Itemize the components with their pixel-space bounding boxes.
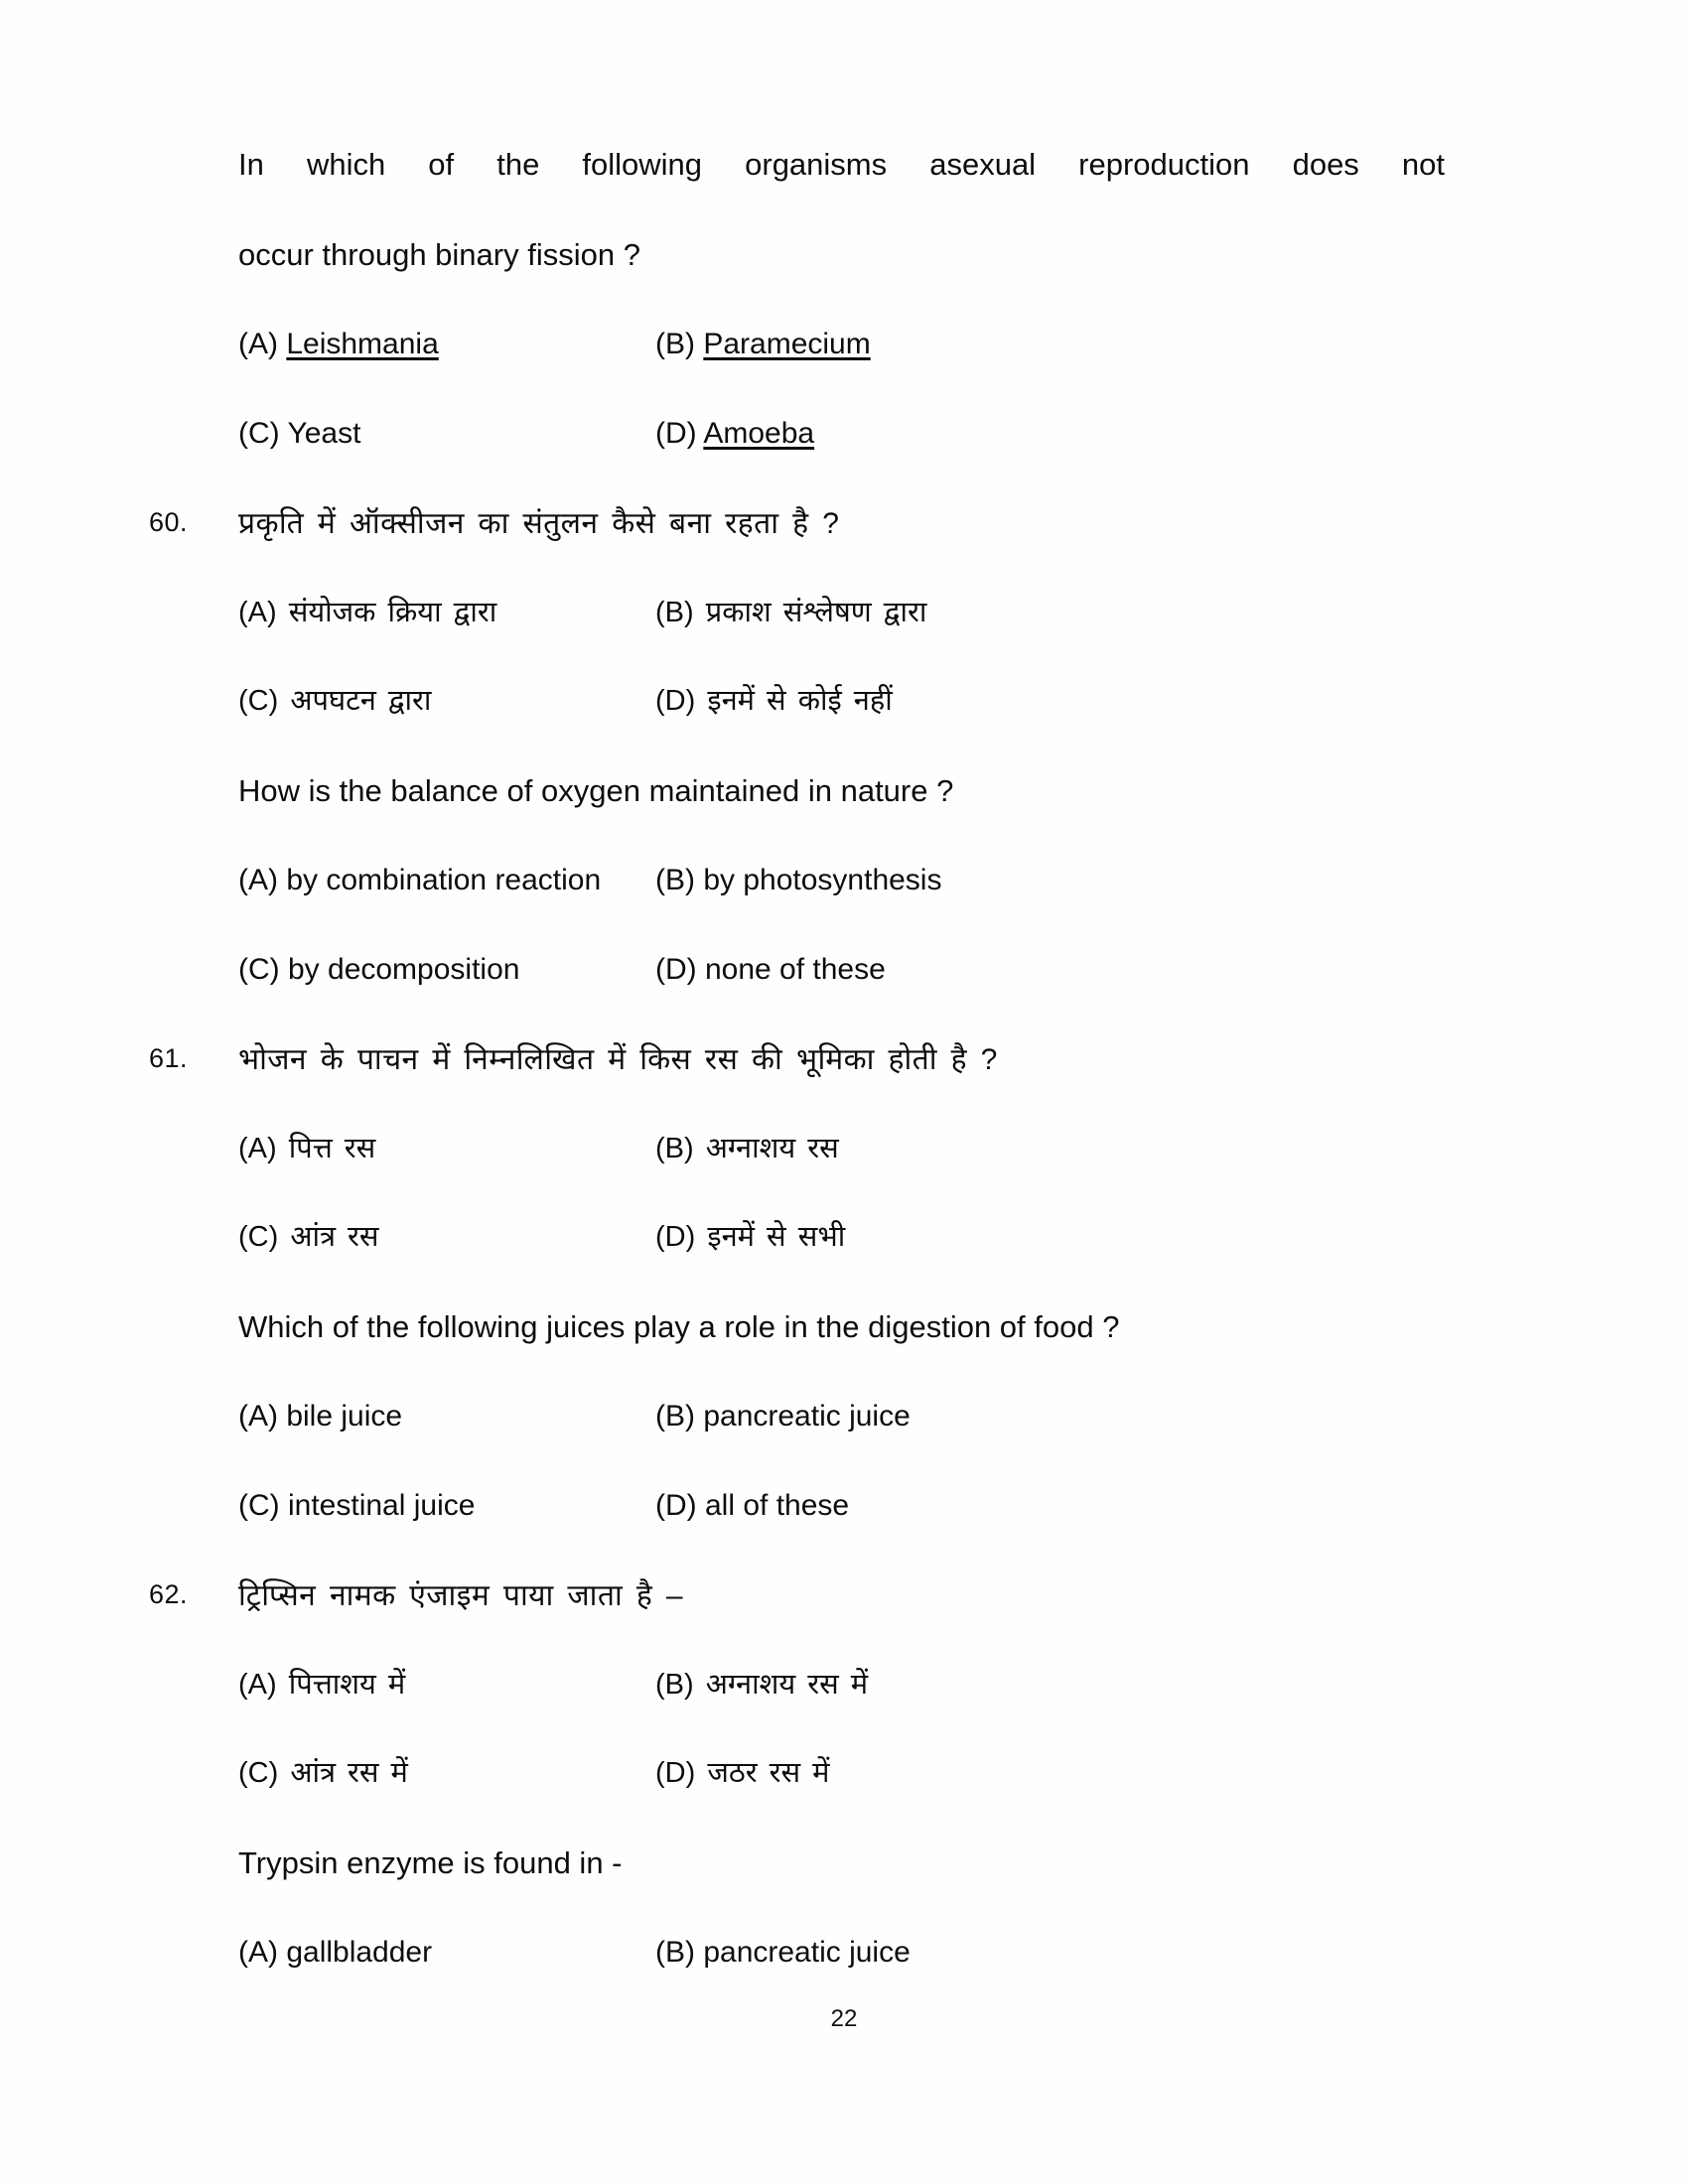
question-60-option-b-hi-label: (B) bbox=[655, 597, 706, 628]
question-61-option-a-en-label: (A) bbox=[238, 1400, 287, 1433]
question-61-option-b-hi-text: अग्नाशय रस bbox=[705, 1133, 839, 1164]
question-61-option-row-ab-en bbox=[238, 1402, 1445, 1432]
question-block-62 bbox=[149, 1579, 1445, 1969]
question-62-option-b-en-text: pancreatic juice bbox=[703, 1936, 911, 1969]
question-61-option-a-en-text: bile juice bbox=[286, 1400, 403, 1433]
question-61-option-d-hi-label: (D) bbox=[655, 1221, 708, 1253]
option-c-label: (C) bbox=[238, 417, 288, 450]
question-60-option-a-hi-text: संयोजक क्रिया द्वारा bbox=[288, 597, 497, 628]
question-61-option-c-hi[interactable] bbox=[238, 1223, 655, 1252]
question-number-60: 60. bbox=[149, 507, 189, 537]
question-62-option-c-hi[interactable] bbox=[238, 1759, 655, 1788]
question-61-option-a-en[interactable] bbox=[238, 1402, 655, 1432]
question-61-option-row-ab-hi bbox=[238, 1135, 1445, 1163]
question-block-59 bbox=[238, 149, 1445, 449]
question-62-option-a-en[interactable] bbox=[238, 1938, 655, 1968]
question-62-option-a-hi[interactable] bbox=[238, 1671, 655, 1700]
question-62-option-b-en[interactable] bbox=[655, 1938, 1445, 1968]
question-62-option-c-hi-text: आंत्र रस में bbox=[290, 1757, 408, 1789]
option-a[interactable] bbox=[238, 330, 655, 359]
question-stem-en-line2: occur through binary fission ? bbox=[238, 237, 640, 272]
question-60-option-b-en-text: by photosynthesis bbox=[703, 864, 942, 896]
question-60-option-b-en-label: (B) bbox=[655, 864, 704, 896]
question-62-option-d-hi-text: जठर रस में bbox=[707, 1757, 830, 1789]
question-61-option-b-hi[interactable] bbox=[655, 1135, 1445, 1163]
question-62-option-b-en-label: (B) bbox=[655, 1936, 704, 1969]
question-61-option-c-hi-text: आंत्र रस bbox=[290, 1221, 379, 1253]
question-60-option-d-en[interactable] bbox=[655, 955, 1445, 985]
question-62-option-a-en-text: gallbladder bbox=[286, 1936, 433, 1969]
page-number: 22 bbox=[830, 2005, 858, 2032]
question-61-option-c-en-label: (C) bbox=[238, 1489, 288, 1522]
question-61-option-d-hi[interactable] bbox=[655, 1223, 1445, 1252]
question-61-option-a-hi-text: पित्त रस bbox=[288, 1133, 376, 1164]
option-b[interactable] bbox=[655, 330, 1445, 359]
question-60-option-c-en-text: by decomposition bbox=[287, 953, 520, 986]
question-61-option-a-hi-label: (A) bbox=[238, 1133, 289, 1164]
question-62-option-d-hi-label: (D) bbox=[655, 1757, 708, 1789]
question-60-option-row-ab-hi bbox=[238, 599, 1445, 627]
question-60-option-c-hi[interactable] bbox=[238, 687, 655, 716]
question-60-option-c-hi-text: अपघटन द्वारा bbox=[290, 685, 432, 717]
question-60-stem-hi: प्रकृति में ऑक्सीजन का संतुलन कैसे बना रहता है ? bbox=[238, 507, 840, 540]
question-60-option-b-en[interactable] bbox=[655, 866, 1445, 895]
question-62-option-d-hi[interactable] bbox=[655, 1759, 1445, 1788]
question-62-option-c-hi-label: (C) bbox=[238, 1757, 291, 1789]
question-62-option-row-cd-hi bbox=[238, 1759, 1445, 1788]
question-60-option-c-hi-label: (C) bbox=[238, 685, 291, 717]
question-61-stem-hi: भोजन के पाचन में निम्नलिखित में किस रस की भूमिका होती है ? bbox=[238, 1043, 998, 1076]
option-c-text: Yeast bbox=[287, 417, 361, 450]
question-60-stem-en: How is the balance of oxygen maintained in nature ? bbox=[238, 773, 954, 808]
question-62-option-row-ab-hi bbox=[238, 1671, 1445, 1700]
question-62-stem-hi: ट्रिप्सिन नामक एंजाइम पाया जाता है – bbox=[238, 1579, 684, 1612]
question-61-option-d-en-text: all of these bbox=[704, 1489, 850, 1522]
question-60-option-b-hi-text: प्रकाश संश्लेषण द्वारा bbox=[705, 597, 927, 628]
question-61-option-c-en-text: intestinal juice bbox=[287, 1489, 476, 1522]
question-60-option-a-en[interactable] bbox=[238, 866, 655, 895]
option-a-label: (A) bbox=[238, 328, 287, 360]
question-60-option-a-en-label: (A) bbox=[238, 864, 287, 896]
question-62-option-row-ab-en bbox=[238, 1938, 1445, 1968]
question-62-option-a-hi-text: पित्ताशय में bbox=[288, 1669, 406, 1701]
question-61-option-c-hi-label: (C) bbox=[238, 1221, 291, 1253]
option-b-label: (B) bbox=[655, 328, 704, 360]
question-62-option-b-hi[interactable] bbox=[655, 1671, 1445, 1700]
question-60-option-c-en[interactable] bbox=[238, 955, 655, 985]
question-62-option-a-en-label: (A) bbox=[238, 1936, 287, 1969]
option-a-text: Leishmania bbox=[286, 328, 439, 360]
question-61-option-a-hi[interactable] bbox=[238, 1135, 655, 1163]
question-block-60 bbox=[149, 507, 1445, 986]
question-60-option-row-cd-en bbox=[238, 955, 1445, 985]
option-b-text: Paramecium bbox=[703, 328, 871, 360]
question-number-62: 62. bbox=[149, 1579, 189, 1609]
question-61-option-d-en[interactable] bbox=[655, 1491, 1445, 1521]
question-62-stem-en: Trypsin enzyme is found in - bbox=[238, 1845, 623, 1880]
option-d[interactable] bbox=[655, 419, 1445, 449]
question-61-option-b-en-label: (B) bbox=[655, 1400, 704, 1433]
question-62-option-a-hi-label: (A) bbox=[238, 1669, 289, 1701]
option-row-ab bbox=[238, 330, 1445, 359]
question-61-option-b-en[interactable] bbox=[655, 1402, 1445, 1432]
option-c[interactable] bbox=[238, 419, 655, 449]
question-number-61: 61. bbox=[149, 1043, 189, 1073]
question-60-option-row-ab-en bbox=[238, 866, 1445, 895]
question-60-option-d-en-text: none of these bbox=[704, 953, 886, 986]
question-62-option-b-hi-label: (B) bbox=[655, 1669, 706, 1701]
option-d-text: Amoeba bbox=[703, 417, 815, 450]
question-60-option-d-hi-text: इनमें से कोई नहीं bbox=[707, 685, 893, 717]
question-60-option-a-hi-label: (A) bbox=[238, 597, 289, 628]
question-61-option-row-cd-en bbox=[238, 1491, 1445, 1521]
question-stem-en-line1: In which of the following organisms asexual reproduction does not bbox=[238, 147, 1445, 182]
question-61-option-b-en-text: pancreatic juice bbox=[703, 1400, 911, 1433]
question-60-option-d-en-label: (D) bbox=[655, 953, 705, 986]
question-list bbox=[149, 147, 1445, 1969]
question-60-option-row-cd-hi bbox=[238, 687, 1445, 716]
question-60-option-b-hi[interactable] bbox=[655, 599, 1445, 627]
question-61-option-d-en-label: (D) bbox=[655, 1489, 705, 1522]
question-60-option-a-en-text: by combination reaction bbox=[286, 864, 602, 896]
question-61-option-row-cd-hi bbox=[238, 1223, 1445, 1252]
question-60-option-a-hi[interactable] bbox=[238, 599, 655, 627]
question-60-option-d-hi[interactable] bbox=[655, 687, 1445, 716]
question-61-stem-en: Which of the following juices play a role in the digestion of food ? bbox=[238, 1309, 1120, 1344]
option-d-label: (D) bbox=[655, 417, 704, 450]
question-61-option-b-hi-label: (B) bbox=[655, 1133, 706, 1164]
question-60-option-c-en-label: (C) bbox=[238, 953, 288, 986]
option-row-cd bbox=[238, 419, 1445, 449]
question-61-option-d-hi-text: इनमें से सभी bbox=[707, 1221, 846, 1253]
question-block-61 bbox=[149, 1043, 1445, 1522]
question-62-option-b-hi-text: अग्नाशय रस में bbox=[705, 1669, 869, 1701]
question-61-option-c-en[interactable] bbox=[238, 1491, 655, 1521]
question-60-option-d-hi-label: (D) bbox=[655, 685, 708, 717]
